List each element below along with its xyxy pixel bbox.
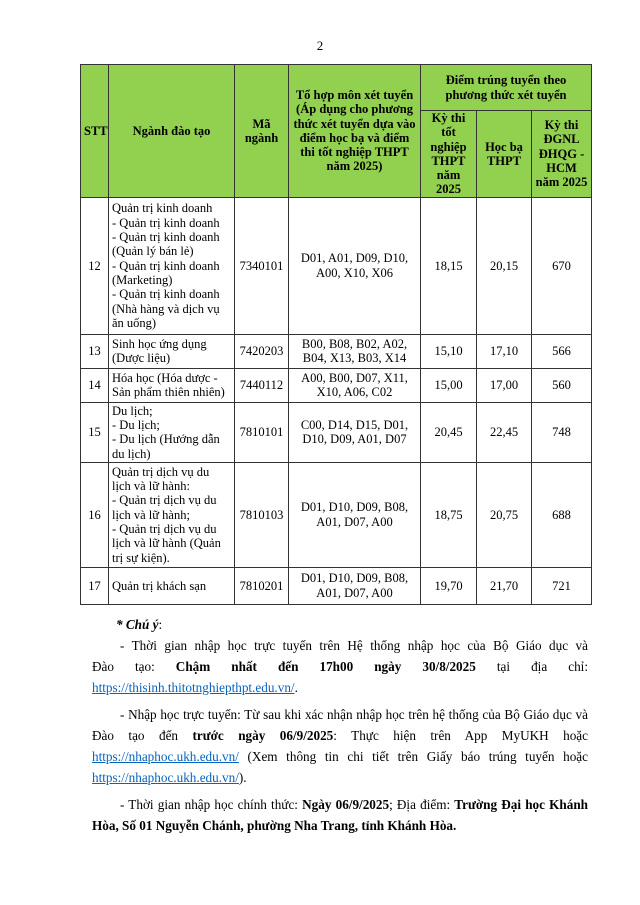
header-code: Mã ngành xyxy=(235,65,289,198)
row-score-hocba: 20,15 xyxy=(477,197,532,334)
note-2-mid: : Thực hiện trên App MyUKH hoặc xyxy=(333,728,588,743)
notes-title xyxy=(92,614,588,635)
row-major: Sinh học ứng dụng (Dược liệu) xyxy=(109,334,235,368)
row-combo: A00, B00, D07, X11, X10, A06, C02 xyxy=(289,368,421,402)
row-combo: C00, D14, D15, D01, D10, D09, A01, D07 xyxy=(289,402,421,462)
header-major: Ngành đào tạo xyxy=(109,65,235,198)
row-major: Quản trị kinh doanh - Quản trị kinh doanh - Quản trị kinh doanh (Quản lý bán lẻ) - Quản trị kinh doanh (Marketing) - Quản trị kinh doanh (Nhà hàng và dịch vụ ăn uống) xyxy=(109,197,235,334)
row-combo: D01, D10, D09, B08, A01, D07, A00 xyxy=(289,462,421,567)
table-row xyxy=(81,334,592,368)
row-score-dgnl: 748 xyxy=(532,402,592,462)
row-score-thpt: 20,45 xyxy=(421,402,477,462)
note-2-pre: - Nhập học trực tuyến: Từ sau khi xác nhận nhập học trên hệ thống của Bộ Giáo dục và Đào tạo đến xyxy=(92,707,588,743)
row-code: 7810201 xyxy=(235,567,289,604)
note-2-link-1[interactable]: https://nhaphoc.ukh.edu.vn/ xyxy=(92,749,239,764)
row-stt: 15 xyxy=(81,402,109,462)
row-score-dgnl: 721 xyxy=(532,567,592,604)
row-score-hocba: 22,45 xyxy=(477,402,532,462)
note-1-link[interactable]: https://thisinh.thitotnghiepthpt.edu.vn/ xyxy=(92,680,295,695)
note-3-date: Ngày 06/9/2025 xyxy=(302,797,390,812)
note-2 xyxy=(92,704,588,788)
header-scores-group: Điểm trúng tuyển theo phương thức xét tuyển xyxy=(421,65,592,111)
notes-section xyxy=(92,614,588,842)
table-row xyxy=(81,567,592,604)
row-major: Du lịch; - Du lịch; - Du lịch (Hướng dẫn du lịch) xyxy=(109,402,235,462)
row-code: 7810103 xyxy=(235,462,289,567)
row-stt: 16 xyxy=(81,462,109,567)
note-2-end: ). xyxy=(238,770,247,785)
note-1-line-1: - Thời gian nhập học trực tuyến trên Hệ thống nhập học của Bộ Giáo dục và xyxy=(120,638,588,653)
row-score-hocba: 17,00 xyxy=(477,368,532,402)
row-code: 7340101 xyxy=(235,197,289,334)
row-stt: 14 xyxy=(81,368,109,402)
row-score-thpt: 15,00 xyxy=(421,368,477,402)
row-code: 7440112 xyxy=(235,368,289,402)
note-2-link-2[interactable]: https://nhaphoc.ukh.edu.vn/ xyxy=(92,770,239,785)
row-code: 7420203 xyxy=(235,334,289,368)
row-stt: 13 xyxy=(81,334,109,368)
row-score-hocba: 21,70 xyxy=(477,567,532,604)
header-combo: Tổ hợp môn xét tuyển (Áp dụng cho phương thức xét tuyển dựa vào điểm học bạ và điểm thi tốt nghiệp THPT năm 2025) xyxy=(289,65,421,198)
note-1-pre: Đào tạo: xyxy=(92,659,176,674)
table-row xyxy=(81,368,592,402)
notes-title-colon: : xyxy=(158,617,163,632)
header-score-hocba: Học bạ THPT xyxy=(477,111,532,198)
note-1-post: tại địa chỉ: xyxy=(475,659,588,674)
row-score-hocba: 17,10 xyxy=(477,334,532,368)
note-1-line-2 xyxy=(92,656,588,677)
row-score-thpt: 15,10 xyxy=(421,334,477,368)
header-score-thpt: Kỳ thi tốt nghiệp THPT năm 2025 xyxy=(421,111,477,198)
row-combo: B00, B08, B02, A02, B04, X13, B03, X14 xyxy=(289,334,421,368)
row-score-thpt: 19,70 xyxy=(421,567,477,604)
row-score-dgnl: 560 xyxy=(532,368,592,402)
row-stt: 12 xyxy=(81,197,109,334)
note-3-location: Trường Đại học Khánh Hòa, Số 01 Nguyễn Chánh, phường Nha Trang, tỉnh Khánh Hòa. xyxy=(92,797,588,833)
row-score-dgnl: 670 xyxy=(532,197,592,334)
row-combo: D01, A01, D09, D10, A00, X10, X06 xyxy=(289,197,421,334)
row-score-dgnl: 688 xyxy=(532,462,592,567)
table-row xyxy=(81,197,592,334)
row-stt: 17 xyxy=(81,567,109,604)
row-major: Quản trị dịch vụ du lịch và lữ hành: - Quản trị dịch vụ du lịch và lữ hành; - Quản trị dịch vụ du lịch và lữ hành (Quản trị sự kiện). xyxy=(109,462,235,567)
notes-title-text: * Chú ý xyxy=(116,617,159,632)
table-row xyxy=(81,462,592,567)
page-number: 2 xyxy=(316,38,324,53)
note-2-mid-2: (Xem thông tin chi tiết trên Giấy báo trúng tuyển hoặc xyxy=(238,749,588,764)
row-major: Hóa học (Hóa dược - Sản phẩm thiên nhiên) xyxy=(109,368,235,402)
row-combo: D01, D10, D09, B08, A01, D07, A00 xyxy=(289,567,421,604)
row-score-hocba: 20,75 xyxy=(477,462,532,567)
row-score-thpt: 18,75 xyxy=(421,462,477,567)
row-code: 7810101 xyxy=(235,402,289,462)
note-1-end: . xyxy=(294,680,298,695)
row-major: Quản trị khách sạn xyxy=(109,567,235,604)
note-2-deadline: trước ngày 06/9/2025 xyxy=(192,728,334,743)
header-stt: STT xyxy=(81,65,109,198)
note-3 xyxy=(92,794,588,836)
admission-score-table xyxy=(80,64,592,605)
note-3-mid: ; Địa điểm: xyxy=(389,797,455,812)
table-row xyxy=(81,402,592,462)
row-score-dgnl: 566 xyxy=(532,334,592,368)
note-1-line-3 xyxy=(92,677,588,698)
note-3-pre: - Thời gian nhập học chính thức: xyxy=(120,797,303,812)
note-1-deadline: Chậm nhất đến 17h00 ngày 30/8/2025 xyxy=(175,659,476,674)
row-score-thpt: 18,15 xyxy=(421,197,477,334)
header-score-dgnl: Kỳ thi ĐGNL ĐHQG - HCM năm 2025 xyxy=(532,111,592,198)
